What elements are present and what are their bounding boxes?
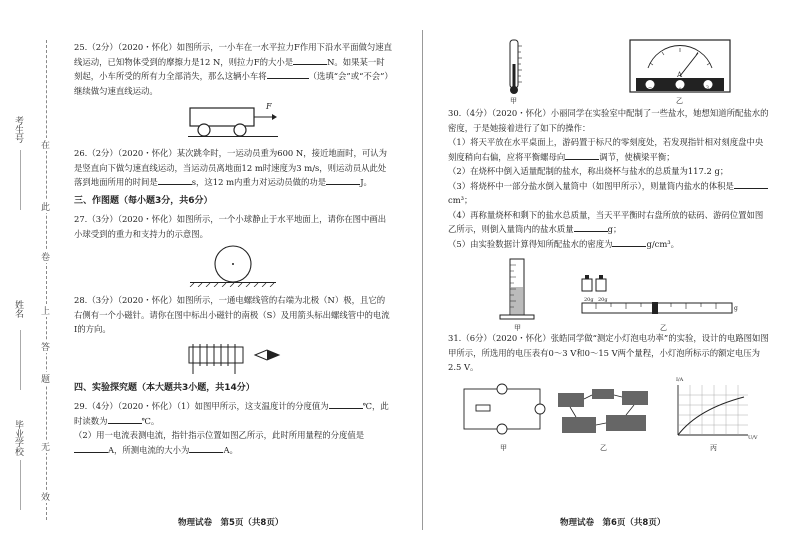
figure-caption-jia: 甲 (514, 324, 521, 332)
seal-char: 效 (41, 490, 50, 503)
answer-blank (267, 69, 309, 79)
question-30: 30.（4分）（2020・怀化）小丽同学在实验室中配制了一些盐水，她想知道所配盐水的密度，于是她接着进行了如下的操作： （1）将天平放在水平桌面上，游码置于标尺的零刻度处，若发现指针相对刻度盘中央刻度稍向右偏，应将平衡螺母向 调节，使横梁平衡； （2）在烧杯中倒入适量配制的盐水，称出烧杯与盐水的总质量为117.2 g； （3）将烧杯中一部分盐水倒入量筒中（如图甲所示），则量筒内盐水的体积是cm³； （4）再称量烧杯和剩下的盐水总质量，当天平平衡时右盘所放的砝码、游码位置如图乙所示，则倒入量筒内的盐水质量 g； （5）由实验数据计算得知所配盐水的密度为 g/cm³。 (448, 108, 769, 249)
footer-page-6: 物理试卷 第6页（共8页） (560, 518, 666, 528)
answer-blank (74, 443, 108, 453)
weight-label: 20g (584, 297, 594, 303)
answer-blank (574, 222, 608, 232)
cart-figure (188, 102, 278, 140)
seal-char: 在 (41, 138, 50, 151)
seal-char: 此 (41, 200, 50, 213)
school-label: 毕业学校 (13, 420, 23, 456)
q30-figures (448, 255, 770, 331)
binding-margin (0, 0, 62, 560)
terminal-label: 0.6 (675, 86, 682, 91)
answer-blank (329, 399, 363, 409)
right-column (448, 38, 770, 452)
question-26: 26.（2分）（2020・怀化）某次跳伞时，一运动员重为600 N，接近地面时，可认为是竖直向下做匀速直线运动，当运动员离地面12 m时速度为3 m/s，则运动员从此处落到地面所用的时间是 s，这12 m内重力对运动员做的功是 J。 (74, 148, 387, 187)
exam-number-label: 考生号 (13, 116, 23, 143)
seal-char: 题 (41, 372, 50, 385)
terminal-label: − (648, 85, 653, 91)
figure-caption-jia: 甲 (500, 443, 507, 452)
section-4-heading: 四、实验探究题（本大题共3小题，共14分） (74, 382, 255, 393)
ball-figure (188, 245, 278, 287)
q29-figures (448, 38, 770, 106)
figure-caption-bing: 丙 (710, 443, 717, 452)
question-27: 27.（3分）（2020・怀化）如图所示，一个小球静止于水平地面上，请你在图中画出小球受到的重力和支持力的示意图。 (74, 214, 387, 239)
seal-char: 答 (41, 340, 50, 353)
left-column (74, 40, 392, 461)
question-28: 28.（3分）（2020・怀化）如图所示，一通电螺线管的右端为北极（N）极，且它的右侧有一个小磁针。请你在图中标出小磁针的南极（S）及用箭头标出螺线管中的电流I的方向。 (74, 295, 390, 334)
answer-blank (108, 414, 142, 424)
question-25: 25.（2分）（2020・怀化）如图所示，一小车在一水平拉力F作用下沿水平面做匀速直线运动，已知物体受到的摩擦力是12 N，则拉力F的大小是 N。如果某一时刻起，小车所受的所有力全部消失，那么这辆小车将 （选填“会”或“不会”）继续做匀速直线运动。 (74, 42, 392, 96)
figure-caption-yi: 乙 (660, 324, 667, 332)
answer-blank (734, 179, 768, 189)
answer-blank (326, 175, 360, 185)
ammeter-unit: A (677, 71, 683, 79)
weight-label: 20g (598, 297, 608, 303)
q31-figures (448, 376, 770, 452)
answer-blank (158, 175, 192, 185)
scale-unit: g (734, 305, 738, 312)
terminal-label: 3 (706, 86, 709, 91)
question-31: 31.（6分）（2020・怀化）张皓同学做“测定小灯泡电功率”的实验，设计的电路图如图甲所示，所选用的电压表有0～3 V和0～15 V两个量程，小灯泡所标示的额定电压为2.5 V。 (448, 333, 769, 372)
answer-blank (189, 443, 223, 453)
seal-char: 无 (41, 440, 50, 453)
thermometer-figure (504, 38, 524, 96)
seal-char: 卷 (41, 250, 50, 263)
cylinder-balance-figure (496, 257, 736, 325)
answer-blank (565, 150, 599, 160)
circuit-figures (458, 381, 758, 443)
figure-caption-yi: 乙 (600, 443, 607, 452)
figure-caption-jia: 甲 (510, 97, 517, 105)
answer-blank (612, 237, 646, 247)
graph-x-label: U/V (748, 434, 758, 441)
figure-caption-yi: 乙 (676, 97, 683, 105)
question-29: 29.（4分）（2020・怀化）（1）如图甲所示，这支温度计的分度值为 ℃，此时读数为 ℃。 （2）用一电流表测电流，指针指示位置如图乙所示，此时所用量程的分度值是A，所测电流的大小为 A。 (74, 401, 389, 455)
section-3-heading: 三、作图题（每小题3分，共6分） (74, 195, 213, 206)
force-label: F (266, 102, 272, 111)
name-label: 姓名 (13, 300, 23, 318)
seal-char: 上 (41, 304, 50, 317)
solenoid-figure (183, 341, 283, 375)
footer-page-5: 物理试卷 第5页（共8页） (178, 518, 284, 528)
column-divider (422, 30, 423, 530)
graph-y-label: I/A (676, 376, 684, 383)
answer-blank (293, 55, 327, 65)
